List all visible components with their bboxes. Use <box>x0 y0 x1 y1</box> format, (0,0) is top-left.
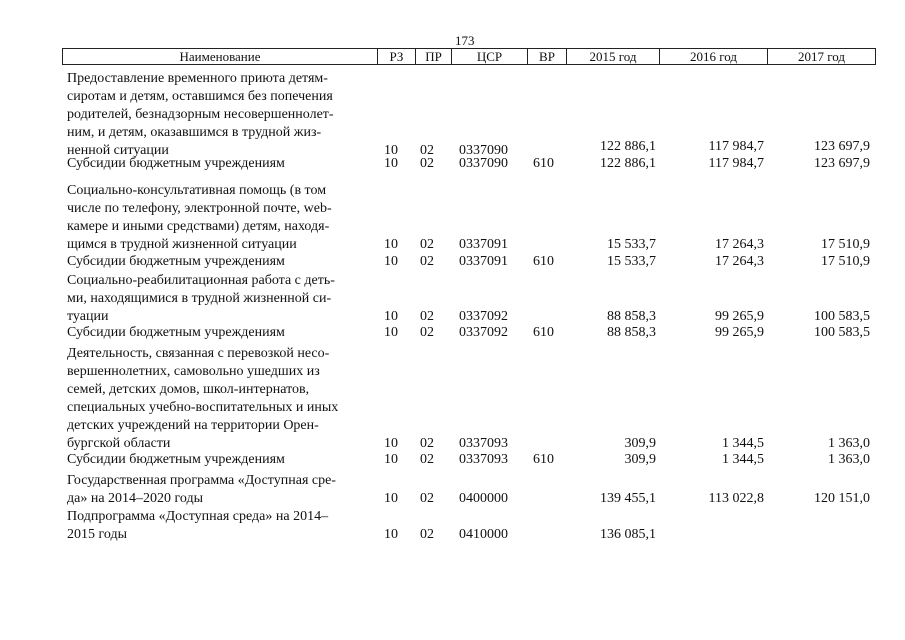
row-2017: 120 151,0 <box>814 491 870 506</box>
row-2015: 88 858,3 <box>607 309 656 324</box>
row-name: Субсидии бюджетным учреждениям <box>67 254 285 269</box>
row-csr: 0410000 <box>459 527 508 542</box>
row-pr: 02 <box>420 325 434 340</box>
row-2015: 122 886,1 <box>600 156 656 171</box>
table-row <box>0 70 905 160</box>
row-vr: 610 <box>533 156 554 171</box>
row-rz: 10 <box>384 143 398 158</box>
header-2017: 2017 год <box>798 49 845 64</box>
row-2015: 136 085,1 <box>600 527 656 542</box>
row-2017: 100 583,5 <box>814 309 870 324</box>
row-pr: 02 <box>420 452 434 467</box>
row-csr: 0337090 <box>459 143 508 158</box>
header-2015: 2015 год <box>589 49 637 64</box>
row-rz: 10 <box>384 254 398 269</box>
row-name: Субсидии бюджетным учреждениям <box>67 156 285 171</box>
header-vr: ВР <box>539 49 555 64</box>
row-csr: 0337091 <box>459 237 508 252</box>
row-2015: 309,9 <box>624 452 656 467</box>
row-2016: 1 344,5 <box>722 436 764 451</box>
row-2015: 88 858,3 <box>607 325 656 340</box>
table-row <box>0 272 905 326</box>
table-row <box>0 451 905 469</box>
row-vr: 610 <box>533 452 554 467</box>
row-2015: 139 455,1 <box>600 491 656 506</box>
row-name: Предоставление временного приюта детям- сиротам и детям, оставшимся без попечения родителей, безнадзорным несовершеннолет- ним, и детям, оказавшимся в трудной жиз- ненной ситуации <box>67 71 334 158</box>
header-name: Наименование <box>179 49 261 64</box>
row-csr: 0337093 <box>459 436 508 451</box>
row-2017: 100 583,5 <box>814 325 870 340</box>
row-2017: 123 697,9 <box>814 156 870 171</box>
row-2017: 123 697,9 <box>814 139 870 154</box>
row-csr: 0337092 <box>459 309 508 324</box>
row-rz: 10 <box>384 156 398 171</box>
row-pr: 02 <box>420 436 434 451</box>
header-rz: РЗ <box>389 49 404 64</box>
row-pr: 02 <box>420 309 434 324</box>
row-2017: 1 363,0 <box>828 452 870 467</box>
row-2016: 1 344,5 <box>722 452 764 467</box>
row-pr: 02 <box>420 237 434 252</box>
table-row <box>0 472 905 508</box>
row-2015: 309,9 <box>624 436 656 451</box>
row-rz: 10 <box>384 491 398 506</box>
row-2015: 15 533,7 <box>607 237 656 252</box>
header-csr: ЦСР <box>476 49 503 64</box>
row-rz: 10 <box>384 325 398 340</box>
row-2016: 99 265,9 <box>715 309 764 324</box>
row-name: Деятельность, связанная с перевозкой несо- вершеннолетних, самовольно ушедших из семей, детских домов, школ-интернатов, специальных учебно-воспитательных и иных детских учреждений на территории Орен- бургской области <box>67 346 339 451</box>
row-csr: 0400000 <box>459 491 508 506</box>
row-rz: 10 <box>384 309 398 324</box>
row-csr: 0337092 <box>459 325 508 340</box>
table-row <box>0 508 905 544</box>
row-2016: 17 264,3 <box>715 237 764 252</box>
row-2017: 1 363,0 <box>828 436 870 451</box>
row-pr: 02 <box>420 254 434 269</box>
row-2016: 117 984,7 <box>708 139 764 154</box>
row-2016: 117 984,7 <box>708 156 764 171</box>
row-rz: 10 <box>384 452 398 467</box>
row-name: Субсидии бюджетным учреждениям <box>67 452 285 467</box>
row-csr: 0337093 <box>459 452 508 467</box>
table-row <box>0 182 905 254</box>
table-row <box>0 155 905 173</box>
row-name: Социально-консультативная помощь (в том числе по телефону, электронной почте, web- камере и иными средствами) детям, находя- щимся в трудной жизненной ситуации <box>67 183 332 252</box>
row-name: Социально-реабилитационная работа с деть- ми, находящимися в трудной жизненной си- туации <box>67 273 335 324</box>
row-vr: 610 <box>533 254 554 269</box>
row-2016: 113 022,8 <box>708 491 764 506</box>
row-2017: 17 510,9 <box>821 237 870 252</box>
row-pr: 02 <box>420 143 434 158</box>
table-row <box>0 253 905 271</box>
header-2016: 2016 год <box>690 49 737 64</box>
row-2015: 122 886,1 <box>600 139 656 154</box>
table-row <box>0 345 905 453</box>
row-csr: 0337090 <box>459 156 508 171</box>
row-2015: 15 533,7 <box>607 254 656 269</box>
row-2016: 17 264,3 <box>715 254 764 269</box>
row-name: Государственная программа «Доступная сре- да» на 2014–2020 годы <box>67 473 336 506</box>
page-number: 173 <box>455 33 475 48</box>
row-name: Подпрограмма «Доступная среда» на 2014– 2015 годы <box>67 509 329 542</box>
table-header <box>62 48 876 65</box>
row-rz: 10 <box>384 237 398 252</box>
table-row <box>0 324 905 342</box>
row-rz: 10 <box>384 436 398 451</box>
row-rz: 10 <box>384 527 398 542</box>
row-csr: 0337091 <box>459 254 508 269</box>
row-pr: 02 <box>420 491 434 506</box>
row-2016: 99 265,9 <box>715 325 764 340</box>
row-pr: 02 <box>420 527 434 542</box>
row-vr: 610 <box>533 325 554 340</box>
header-pr: ПР <box>425 49 442 64</box>
row-2017: 17 510,9 <box>821 254 870 269</box>
row-name: Субсидии бюджетным учреждениям <box>67 325 285 340</box>
row-pr: 02 <box>420 156 434 171</box>
